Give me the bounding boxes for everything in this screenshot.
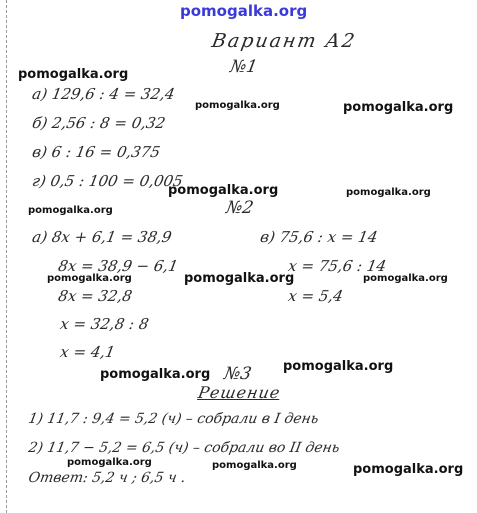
watermark: pomogalka.org <box>346 187 431 198</box>
task3-answer: Ответ: 5,2 ч ; 6,5 ч . <box>27 470 187 486</box>
task1-line-b: б) 2,56 : 8 = 0,32 <box>30 114 167 132</box>
watermark: pomogalka.org <box>18 67 129 82</box>
watermark: pomogalka.org <box>195 100 280 111</box>
task2-number: №2 <box>224 198 255 218</box>
task2-left-line-1: а) 8x + 6,1 = 38,9 <box>30 228 174 246</box>
task2-right-line-2: x = 75,6 : 14 <box>286 257 388 275</box>
task1-line-d: г) 0,5 : 100 = 0,005 <box>30 172 185 190</box>
dashed-margin-line <box>6 0 7 513</box>
watermark: pomogalka.org <box>283 359 394 374</box>
watermark: pomogalka.org <box>100 367 211 382</box>
watermark: pomogalka.org <box>47 273 132 284</box>
watermark: pomogalka.org <box>212 460 297 471</box>
task2-right-line-3: x = 5,4 <box>286 287 345 305</box>
task2-right-line-1: в) 75,6 : x = 14 <box>258 228 379 246</box>
watermark: pomogalka.org <box>28 205 113 216</box>
watermark: pomogalka.org <box>67 457 152 468</box>
watermark: pomogalka.org <box>184 271 295 286</box>
watermark: pomogalka.org <box>353 462 464 477</box>
task2-left-line-3: 8x = 32,8 <box>56 287 134 305</box>
task2-left-line-4: x = 32,8 : 8 <box>58 315 151 333</box>
task3-solution-title: Решение <box>196 383 283 402</box>
header-watermark: pomogalka.org <box>180 2 308 20</box>
watermark: pomogalka.org <box>168 183 279 198</box>
task3-line-1: 1) 11,7 : 9,4 = 5,2 (ч) – собрали в I день <box>27 411 320 427</box>
variant-heading: Вариант А2 <box>210 30 359 52</box>
task2-left-line-5: x = 4,1 <box>58 343 117 361</box>
task1-number: №1 <box>228 57 259 77</box>
watermark: pomogalka.org <box>363 273 448 284</box>
task3-number: №3 <box>222 364 253 384</box>
watermark: pomogalka.org <box>343 100 454 115</box>
task1-line-a: а) 129,6 : 4 = 32,4 <box>30 85 177 103</box>
task3-line-2: 2) 11,7 − 5,2 = 6,5 (ч) – собрали во II день <box>27 440 341 456</box>
task2-left-line-2: 8x = 38,9 − 6,1 <box>56 257 180 275</box>
task1-line-c: в) 6 : 16 = 0,375 <box>30 143 162 161</box>
